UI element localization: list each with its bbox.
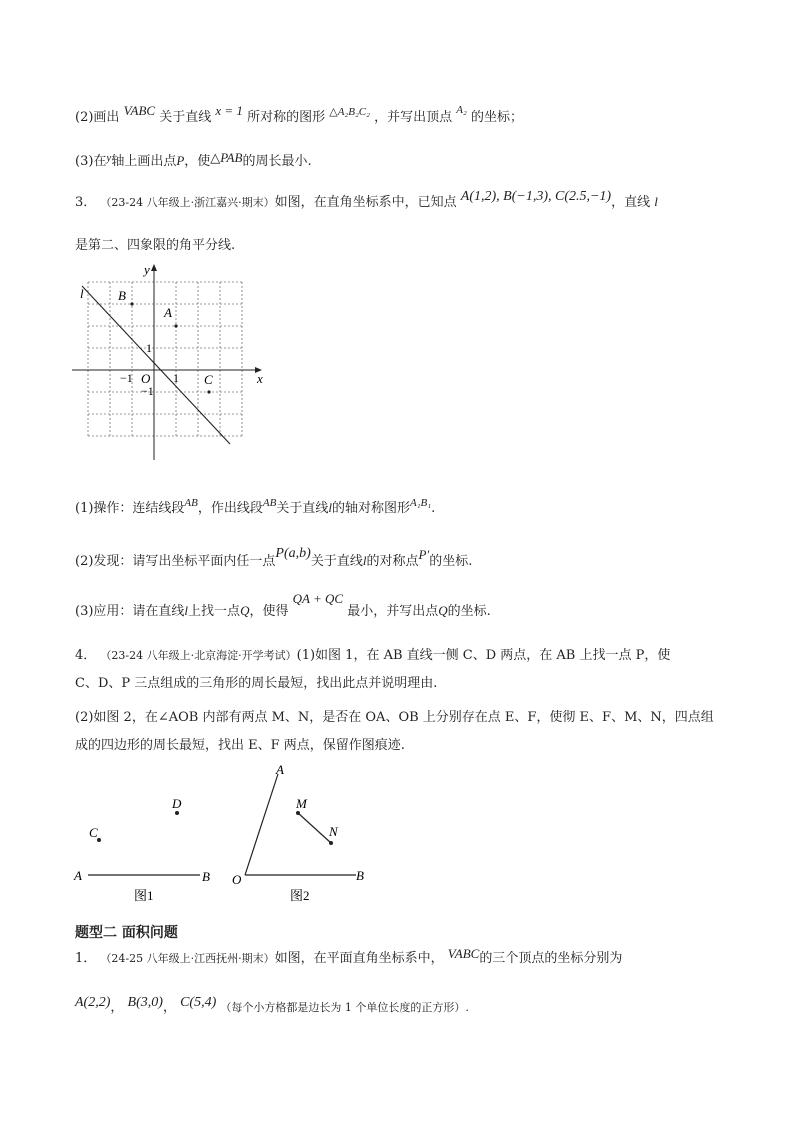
- s2q1-source: （24-25 八年级上·江西抚州·期末）: [100, 952, 275, 965]
- y-axis-label: y: [144, 262, 150, 277]
- q3s3-q: Q: [240, 603, 250, 618]
- line-l-label: l: [80, 286, 84, 301]
- q3s3-e: 的坐标.: [447, 604, 491, 619]
- s2q1-num: 1．: [75, 951, 97, 966]
- q4-figure-2: [228, 758, 378, 905]
- fig1-label-D: D: [172, 796, 182, 811]
- q3s1-seg2: AB: [262, 497, 277, 509]
- s2q1-A: A(2,2): [75, 995, 111, 1010]
- q3s3-a: (3)应用：请在直线: [75, 604, 185, 619]
- q3s2-d: 的坐标.: [429, 554, 473, 569]
- q2p2-shape: △A₂B₂C₂: [329, 106, 370, 118]
- q3-sub1: [75, 497, 435, 516]
- fig2-label-O: O: [232, 872, 242, 887]
- q2p2-text-a: (2)画出: [75, 110, 120, 125]
- y-tick-neg1: −1: [141, 384, 154, 398]
- q2p2-tri: VABC: [123, 103, 156, 118]
- q3s3-b: 上找一点: [188, 604, 241, 619]
- q3-text-b: ，直线: [611, 195, 651, 210]
- q2p2-vertex: A₂: [456, 104, 467, 116]
- fig2-label-A: A: [276, 762, 284, 777]
- q3-coordinate-graph: [72, 260, 272, 465]
- q3s1-c: 关于直线: [276, 501, 329, 516]
- q4-line3: (2)如图 2，在∠AOB 内部有两点 M、N，是否在 OA、OB 上分别存在点 E、F，使彻 E、F、M、N，四点组: [75, 710, 714, 725]
- point-B: [130, 302, 133, 305]
- q3s1-d: 的轴对称图形: [331, 501, 410, 516]
- s2q1-B: B(3,0): [127, 995, 163, 1010]
- section-heading: 题型二 面积问题: [75, 925, 178, 941]
- q4-line1: [75, 644, 670, 663]
- fig2-label-M: M: [296, 796, 307, 811]
- q3-line2: 是第二、四象限的角平分线.: [75, 238, 236, 253]
- q3s2-l: l: [362, 553, 367, 568]
- q2p3-text-c: ，使: [184, 154, 211, 169]
- fig2-label-N: N: [329, 824, 338, 839]
- q3-sub2: [75, 546, 473, 570]
- y-tick-1: 1: [146, 341, 152, 355]
- q2-part3-line: [75, 150, 312, 169]
- q3s2-img: P′: [418, 547, 430, 562]
- fig2-label-B: B: [356, 868, 364, 883]
- q3-text-a: 如图，在直角坐标系中，已知点: [274, 195, 457, 210]
- q3-source: （23-24 八年级上·浙江嘉兴·期末）: [100, 196, 275, 209]
- q3s1-b: ，作出线段: [197, 501, 263, 516]
- q3s2-b: 关于直线: [310, 554, 363, 569]
- q2p2-eq: x = 1: [215, 103, 243, 118]
- q2p3-text-a: (3)在: [75, 154, 107, 169]
- q4-text-l1: (1)如图 1，在 AB 直线一侧 C、D 两点，在 AB 上找一点 P，使: [296, 648, 671, 663]
- q4-line2: C、D、P 三点组成的三角形的周长最短，找出此点并说明理由.: [75, 676, 438, 691]
- q3s3-d: 最小，并写出点: [347, 604, 439, 619]
- q2p2-text-e: 的坐标；: [470, 110, 523, 125]
- s2q1-sep2: ，: [162, 1000, 176, 1015]
- q3s3-expr: QA + QC: [292, 591, 344, 606]
- q2p2-text-c: 所对称的图形: [247, 110, 326, 125]
- q2p2-text-d: ，并写出顶点: [374, 110, 453, 125]
- q4-figure-1: [70, 790, 230, 905]
- q3s1-a: (1)操作：连结线段: [75, 501, 185, 516]
- q2p3-tri: △PAB: [210, 150, 243, 165]
- point-B-label: B: [118, 288, 126, 303]
- q3-l: l: [654, 194, 658, 209]
- q3s1-e: .: [431, 501, 436, 516]
- s2q1-sep1: ，: [110, 1000, 124, 1015]
- q3s1-l: l: [328, 500, 332, 515]
- q3s2-pt: P(a,b): [275, 546, 311, 561]
- fig2-point-M: [296, 811, 300, 815]
- q3s3-l: l: [184, 603, 189, 618]
- x-axis-label: x: [257, 371, 263, 386]
- s2q1-tri: VABC: [447, 946, 480, 961]
- point-A-label: A: [164, 305, 172, 320]
- q2p3-axis: y: [106, 152, 112, 164]
- q4-line4: 成的四边形的周长最短，找出 E、F 两点，保留作图痕迹.: [75, 738, 405, 753]
- q3-sub3: [75, 591, 491, 619]
- s2q1-line1: [75, 947, 622, 966]
- q3-num: 3．: [75, 195, 97, 210]
- y-axis-arrow: [151, 264, 157, 271]
- origin-label: O: [141, 371, 151, 386]
- q3s1-img: A₁B₁: [410, 497, 432, 509]
- q2p2-text-b: 关于直线: [159, 110, 212, 125]
- s2q1-text-a: 如图，在平面直角坐标系中，: [274, 951, 444, 966]
- q2-part2-line: [75, 103, 523, 125]
- fig1-label-B: B: [202, 869, 210, 884]
- q3s2-c: 的对称点: [366, 554, 419, 569]
- q2p3-text-b: 轴上画出点: [111, 154, 177, 169]
- s2q1-C: C(5,4): [180, 995, 217, 1010]
- s2q1-text-b: 的三个顶点的坐标分别为: [479, 951, 623, 966]
- x-tick-neg1: −1: [120, 371, 133, 385]
- point-A: [174, 324, 177, 327]
- q3-points: A(1,2), B(−1,3), C(2.5,−1): [460, 189, 612, 204]
- q4-num: 4．: [75, 648, 97, 663]
- s2q1-note: （每个小方格都是边长为 1 个单位长度的正方形）.: [220, 1001, 469, 1014]
- q3s1-seg: AB: [184, 497, 198, 509]
- x-tick-1: 1: [173, 371, 179, 385]
- q3s2-a: (2)发现：请写出坐标平面内任一点: [75, 554, 276, 569]
- s2q1-line2: [75, 996, 469, 1016]
- q2p3-pt: P: [176, 153, 185, 168]
- fig1-caption: 图1: [134, 888, 154, 903]
- fig2-point-N: [329, 841, 333, 845]
- fig2-segment-MN: [298, 813, 331, 843]
- q4-source: （23-24 八年级上·北京海淀·开学考试）: [100, 649, 297, 662]
- point-C-label: C: [204, 372, 213, 387]
- q3s3-c: ，使得: [249, 604, 289, 619]
- point-C: [207, 390, 210, 393]
- q2p3-text-d: 的周长最小.: [242, 154, 312, 169]
- fig1-label-C: C: [89, 825, 98, 840]
- q3s3-q2: Q: [438, 603, 448, 618]
- line-l: [82, 286, 230, 444]
- fig2-ray-OA: [245, 774, 278, 875]
- q3-line1: [75, 191, 658, 211]
- fig1-point-D: [175, 811, 179, 815]
- fig1-label-A: A: [74, 868, 82, 883]
- fig2-caption: 图2: [290, 888, 310, 903]
